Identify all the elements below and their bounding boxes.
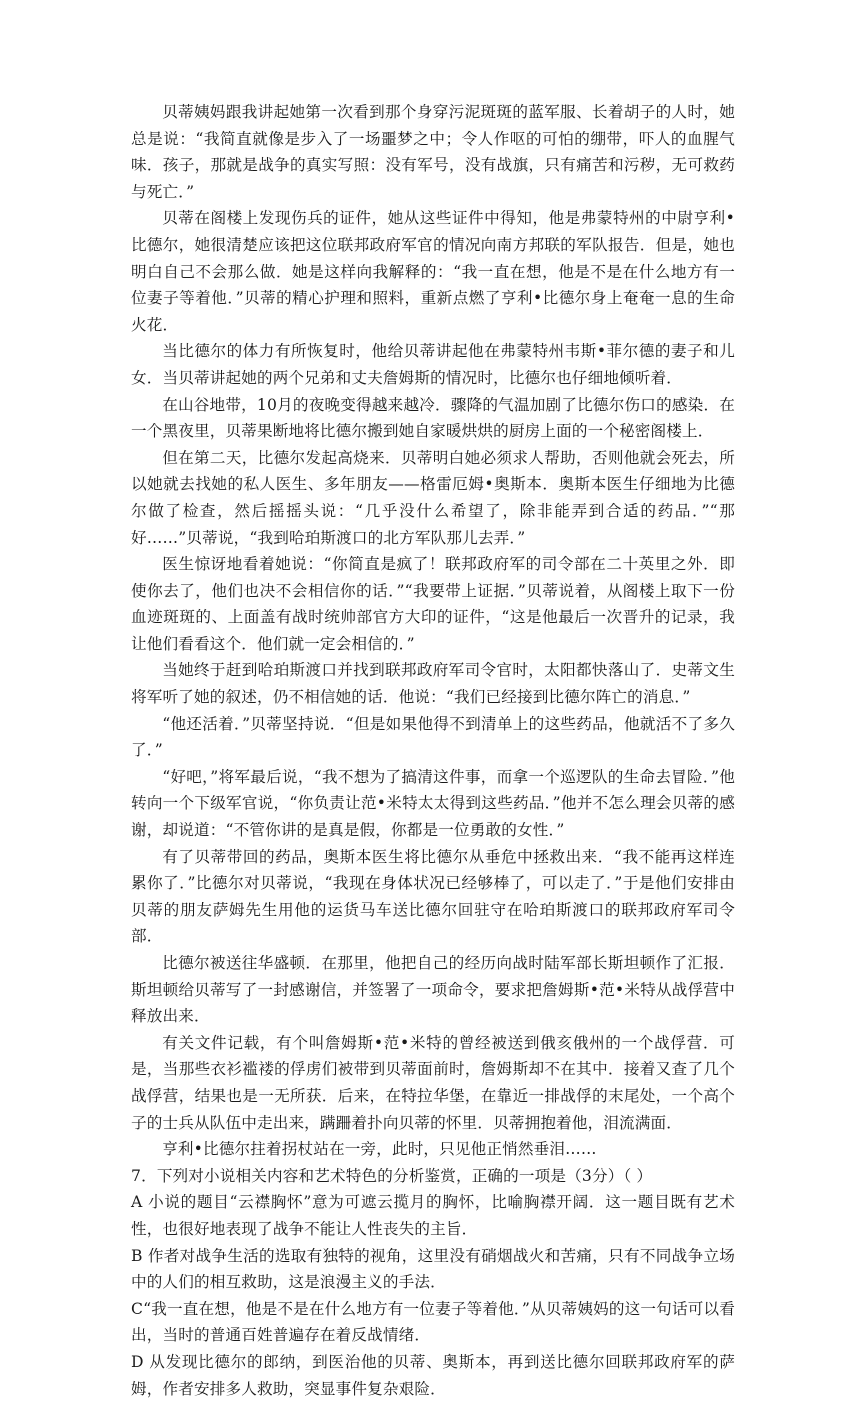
paragraph: 但在第二天，比德尔发起高烧来．贝蒂明白她必须求人帮助，否则他就会死去，所以她就去找她的私人医生、多年朋友——格雷厄姆•奥斯本．奥斯本医生仔细地为比德尔做了检查，然后摇摇头说：“几乎没什么希望了，除非能弄到合适的药品．”“那好……”贝蒂说，“我到哈珀斯渡口的北方军队那儿去弄．”: [131, 448, 735, 547]
document-page: [131, 99, 735, 1402]
paragraph: 在山谷地带，10月的夜晚变得越来越冷．骤降的气温加剧了比德尔伤口的感染．在一个黑夜里，贝蒂果断地将比德尔搬到她自家暖烘烘的厨房上面的一个秘密阁楼上．: [131, 395, 735, 441]
paragraph: 贝蒂姨妈跟我讲起她第一次看到那个身穿污泥斑斑的蓝军服、长着胡子的人时，她总是说：“我简直就像是步入了一场噩梦之中；令人作呕的可怕的绷带，吓人的血腥气味．孩子，那就是战争的真实写照：没有军号，没有战旗，只有痛苦和污秽，无可救药与死亡．”: [131, 103, 735, 201]
option-d: D 从发现比德尔的郎纳，到医治他的贝蒂、奥斯本，再到送比德尔回联邦政府军的萨姆，作者安排多人救助，突显事件复杂艰险．: [131, 1352, 735, 1398]
paragraph: 当她终于赶到哈珀斯渡口并找到联邦政府军司令官时，太阳都快落山了．史蒂文生将军听了她的叙述，仍不相信她的话．他说：“我们已经接到比德尔阵亡的消息．”: [131, 661, 735, 707]
option-c: C“我一直在想，他是不是在什么地方有一位妻子等着他．”从贝蒂姨妈的这一句话可以看出，当时的普通百姓普遍存在着反战情绪．: [131, 1299, 735, 1345]
paragraph: 有了贝蒂带回的药品，奥斯本医生将比德尔从垂危中拯救出来．“我不能再这样连累你了．”比德尔对贝蒂说，“我现在身体状况已经够棒了，可以走了．”于是他们安排由贝蒂的朋友萨姆先生用他的运货马车送比德尔回驻守在哈珀斯渡口的联邦政府军司令部．: [131, 847, 735, 946]
paragraph: 亨利•比德尔拄着拐杖站在一旁，此时，只见他正悄然垂泪……: [162, 1140, 597, 1159]
question-stem: 7．下列对小说相关内容和艺术特色的分析鉴赏，正确的一项是（3分）（ ）: [131, 1166, 653, 1185]
paragraph: “好吧，”将军最后说，“我不想为了搞清这件事，而拿一个巡逻队的生命去冒险．”他转向一个下级军官说，“你负责让范•米特太太得到这些药品．”他并不怎么理会贝蒂的感谢，却说道：“不管你讲的是真是假，你都是一位勇敢的女性．”: [131, 767, 735, 840]
option-b: B 作者对战争生活的选取有独特的视角，这里没有硝烟战火和苦痛，只有不同战争立场中的人们的相互救助，这是浪漫主义的手法．: [131, 1246, 735, 1292]
paragraph: “他还活着．”贝蒂坚持说．“但是如果他得不到清单上的这些药品，他就活不了多久了．”: [131, 714, 735, 760]
paragraph: 有关文件记载，有个叫詹姆斯•范•米特的曾经被送到俄亥俄州的一个战俘营．可是，当那些衣衫褴褛的俘虏们被带到贝蒂面前时，詹姆斯却不在其中．接着又查了几个战俘营，结果也是一无所获．后来，在特拉华堡，在靠近一排战俘的末尾处，一个高个子的士兵从队伍中走出来，蹒跚着扑向贝蒂的怀里．贝蒂拥抱着他，泪流满面．: [131, 1033, 735, 1132]
paragraph: 当比德尔的体力有所恢复时，他给贝蒂讲起他在弗蒙特州韦斯•菲尔德的妻子和儿女．当贝蒂讲起她的两个兄弟和丈夫詹姆斯的情况时，比德尔也仔细地倾听着．: [131, 342, 735, 387]
story-passage: [131, 99, 735, 1163]
paragraph: 比德尔被送往华盛顿．在那里，他把自己的经历向战时陆军部长斯坦顿作了汇报．斯坦顿给贝蒂写了一封感谢信，并签署了一项命令，要求把詹姆斯•范•米特从战俘营中释放出来．: [131, 954, 735, 1026]
option-a: A 小说的题目“云襟胸怀”意为可遮云揽月的胸怀，比喻胸襟开阔．这一题目既有艺术性，也很好地表现了战争不能让人性丧失的主旨．: [131, 1193, 735, 1238]
paragraph: 医生惊讶地看着她说：“你简直是疯了！联邦政府军的司令部在二十英里之外．即使你去了，他们也决不会相信你的话．”“我要带上证据．”贝蒂说着，从阁楼上取下一份血迹斑斑的、上面盖有战时统帅部官方大印的证件，“这是他最后一次晋升的记录，我让他们看看这个．他们就一定会相信的．”: [131, 555, 735, 653]
question-block: [131, 1163, 735, 1402]
paragraph: 贝蒂在阁楼上发现伤兵的证件，她从这些证件中得知，他是弗蒙特州的中尉亨利•比德尔，她很清楚应该把这位联邦政府军官的情况向南方邦联的军队报告．但是，她也明白自己不会那么做．她是这样向我解释的：“我一直在想，他是不是在什么地方有一位妻子等着他．”贝蒂的精心护理和照料，重新点燃了亨利•比德尔身上奄奄一息的生命火花．: [131, 209, 735, 334]
